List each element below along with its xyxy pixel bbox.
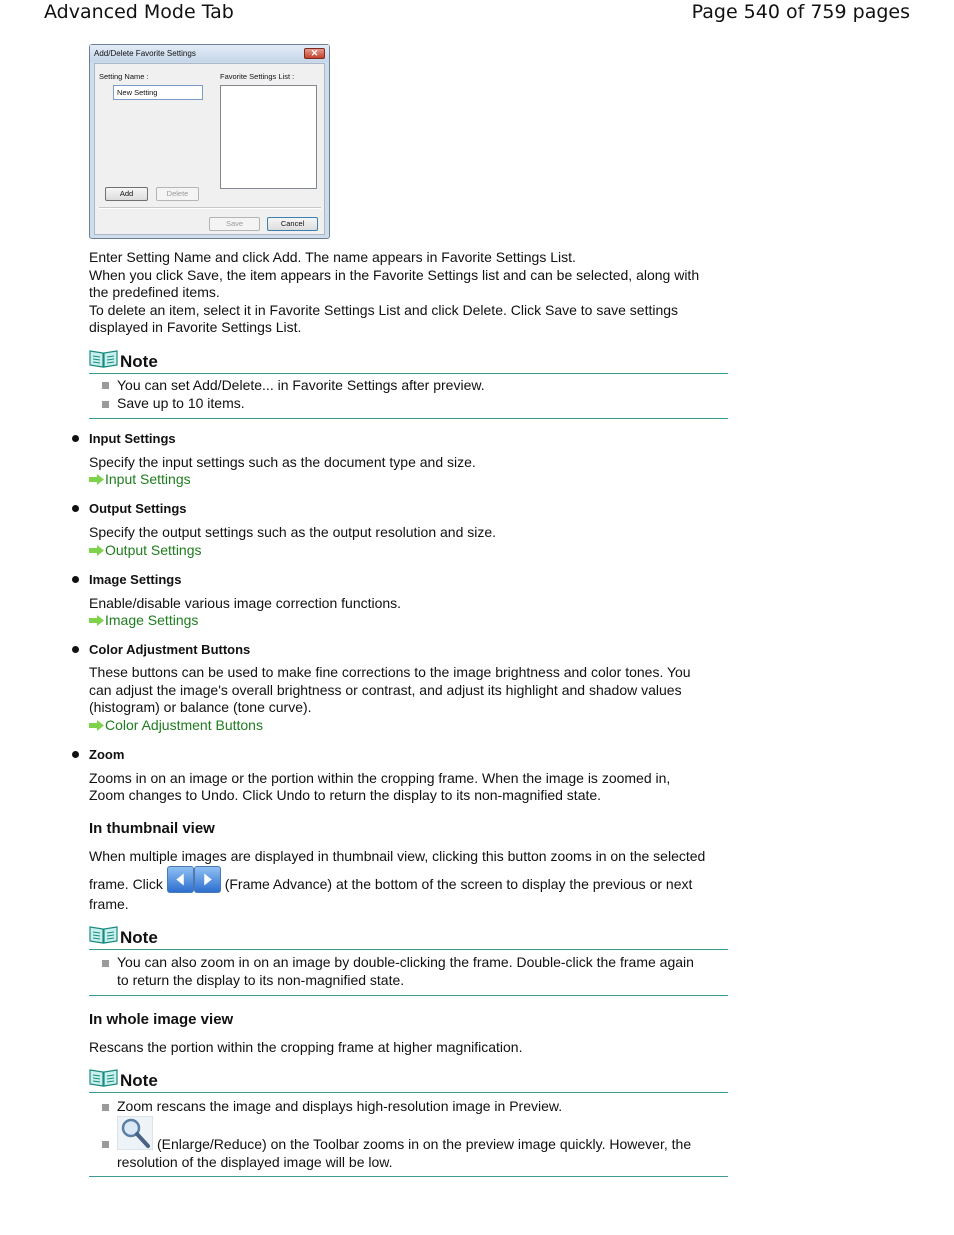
dialog-title: Add/Delete Favorite Settings — [90, 45, 329, 62]
note-item: to return the display to its non-magnified state. — [117, 972, 405, 988]
note-bullet — [102, 382, 109, 389]
note-bullet — [102, 960, 109, 967]
section-title: Input Settings — [89, 431, 176, 446]
link-output-settings[interactable] — [89, 542, 202, 558]
intro-line-4: To delete an item, select it in Favorite Settings List and click Delete. Click Save to save settings — [89, 302, 679, 318]
dialog-separator — [99, 207, 321, 209]
magnifier-icon — [117, 1116, 153, 1150]
note-item: Save up to 10 items. — [117, 395, 245, 411]
link-image-settings[interactable] — [89, 612, 198, 628]
bullet — [72, 751, 79, 758]
note-bullet — [102, 401, 109, 408]
link-color-adjustment-buttons[interactable] — [89, 717, 263, 733]
section-text: (histogram) or balance (tone curve). — [89, 699, 312, 715]
frame-forward-icon — [194, 866, 221, 893]
link-label[interactable]: Input Settings — [105, 471, 191, 487]
note-divider — [89, 1176, 728, 1177]
section-text: Zooms in on an image or the portion within the cropping frame. When the image is zoomed in, — [89, 770, 671, 786]
note-divider — [89, 418, 728, 419]
section-text: Zoom changes to Undo. Click Undo to return the display to its non-magnified state. — [89, 787, 602, 803]
favorite-settings-dialog — [89, 44, 330, 239]
close-icon[interactable]: ✕ — [304, 48, 325, 59]
link-label[interactable]: Output Settings — [105, 542, 202, 558]
note-item: You can set Add/Delete... in Favorite Settings after preview. — [117, 377, 485, 393]
delete-button[interactable]: Delete — [156, 187, 199, 201]
dialog-body — [94, 63, 325, 235]
section-title: Color Adjustment Buttons — [89, 642, 251, 657]
book-icon — [89, 1067, 118, 1087]
note-divider — [89, 995, 728, 996]
favorite-list-label: Favorite Settings List : — [220, 72, 295, 81]
arrow-right-icon — [89, 545, 104, 556]
thumbnail-text: frame. Click — [89, 876, 163, 892]
cancel-button[interactable]: Cancel — [267, 217, 318, 231]
setting-name-input[interactable]: New Setting — [113, 85, 203, 100]
thumbnail-text-with-icon — [89, 866, 729, 894]
book-icon — [89, 924, 118, 944]
link-input-settings[interactable] — [89, 471, 191, 487]
arrow-right-icon — [89, 720, 104, 731]
setting-name-label: Setting Name : — [99, 72, 149, 81]
book-icon — [89, 348, 118, 368]
note-label: Note — [120, 1071, 158, 1090]
link-label[interactable]: Color Adjustment Buttons — [105, 717, 263, 733]
page-number: Page 540 of 759 pages — [691, 1, 910, 23]
thumbnail-text: (Frame Advance) at the bottom of the screen to display the previous or next — [224, 876, 693, 892]
note-label: Note — [120, 928, 158, 947]
bullet — [72, 505, 79, 512]
arrow-right-icon — [89, 615, 104, 626]
intro-line-2: When you click Save, the item appears in the Favorite Settings list and can be selected, along with — [89, 267, 700, 283]
add-button[interactable]: Add — [105, 187, 148, 201]
note-bullet — [102, 1141, 109, 1148]
note-item: You can also zoom in on an image by double-clicking the frame. Double-click the frame again — [117, 954, 694, 970]
whole-text: Rescans the portion within the cropping frame at higher magnification. — [89, 1039, 523, 1055]
note-heading — [89, 924, 728, 950]
arrow-right-icon — [89, 474, 104, 485]
favorite-settings-list[interactable] — [220, 85, 317, 189]
thumbnail-text: When multiple images are displayed in thumbnail view, clicking this button zooms in on the selected — [89, 848, 706, 864]
note-heading — [89, 1067, 728, 1093]
intro-line-3: the predefined items. — [89, 284, 220, 300]
section-text: Specify the output settings such as the output resolution and size. — [89, 524, 497, 540]
note-bullet — [102, 1104, 109, 1111]
section-title: Zoom — [89, 747, 125, 762]
subheading-whole-image-view: In whole image view — [89, 1011, 234, 1028]
link-label[interactable]: Image Settings — [105, 612, 199, 628]
thumbnail-text: frame. — [89, 896, 129, 912]
intro-line-5: displayed in Favorite Settings List. — [89, 319, 302, 335]
section-title: Output Settings — [89, 501, 187, 516]
section-title: Image Settings — [89, 572, 182, 587]
frame-back-icon — [167, 866, 194, 893]
section-text: can adjust the image's overall brightness or contrast, and adjust its highlight and shadow values — [89, 682, 682, 698]
save-button[interactable]: Save — [209, 217, 260, 231]
note-label: Note — [120, 352, 158, 371]
note-heading — [89, 348, 728, 374]
bullet — [72, 435, 79, 442]
subheading-thumbnail-view: In thumbnail view — [89, 820, 215, 837]
section-text: These buttons can be used to make fine corrections to the image brightness and color tones. You — [89, 664, 691, 680]
bullet — [72, 646, 79, 653]
bullet — [72, 576, 79, 583]
section-text: Specify the input settings such as the document type and size. — [89, 454, 476, 470]
intro-line-1: Enter Setting Name and click Add. The name appears in Favorite Settings List. — [89, 249, 576, 265]
note-item: resolution of the displayed image will be low. — [117, 1154, 393, 1170]
note-item: Zoom rescans the image and displays high-resolution image in Preview. — [117, 1098, 563, 1114]
page-title: Advanced Mode Tab — [44, 1, 234, 23]
page-header — [0, 0, 954, 26]
note-item: (Enlarge/Reduce) on the Toolbar zooms in on the preview image quickly. However, the — [157, 1136, 692, 1152]
section-text: Enable/disable various image correction functions. — [89, 595, 402, 611]
